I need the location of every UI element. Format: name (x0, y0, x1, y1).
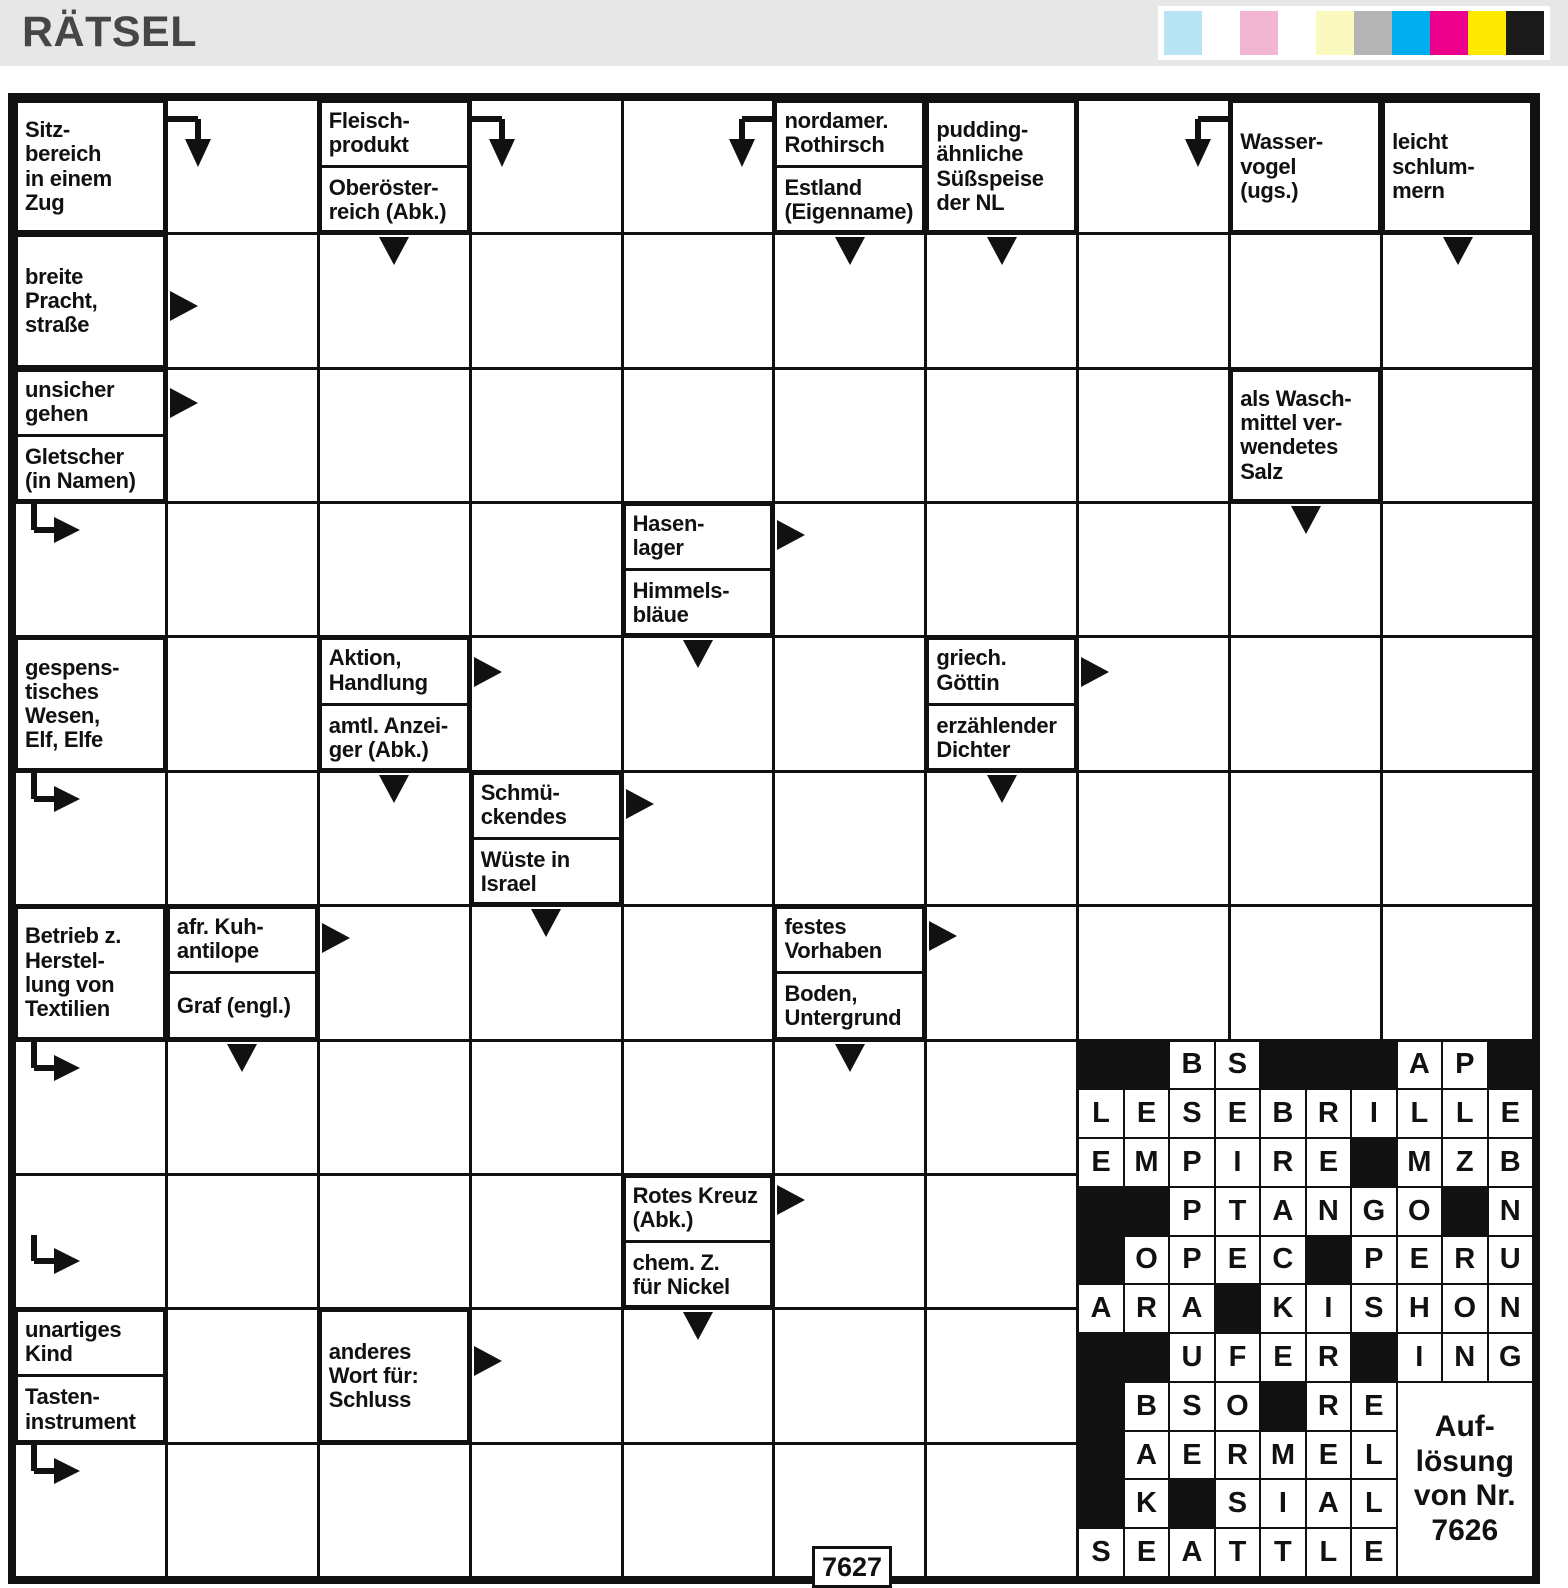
solution-letter-cell: L (1352, 1480, 1395, 1527)
answer-cell-r6c2[interactable] (168, 773, 317, 904)
solution-letter-cell: B (1125, 1383, 1168, 1430)
solution-letter-cell: O (1216, 1383, 1259, 1430)
answer-cell-r8c3[interactable] (320, 1042, 469, 1173)
arrow-right (776, 517, 806, 553)
answer-cell-r6c7[interactable] (927, 773, 1076, 904)
solution-letter-cell: I (1352, 1090, 1395, 1137)
clue-cell-r1c10 (1383, 101, 1532, 232)
solution-letter-cell: S (1170, 1383, 1213, 1430)
answer-cell-r2c10[interactable] (1383, 235, 1532, 366)
answer-cell-r4c1[interactable] (16, 504, 165, 635)
clue-text: Gletscher (in Namen) (25, 443, 136, 493)
answer-cell-r2c5[interactable] (624, 235, 773, 366)
solution-letter-cell: R (1216, 1432, 1259, 1479)
solution-letter-cell: N (1443, 1334, 1486, 1381)
answer-cell-r3c6[interactable] (775, 370, 924, 501)
clue-text: unartiges Kind (16, 1310, 165, 1377)
solution-letter-cell: E (1398, 1237, 1441, 1284)
answer-cell-r7c7[interactable] (927, 907, 1076, 1038)
arrow-down (376, 774, 412, 804)
arrow-down (984, 236, 1020, 266)
solution-letter-cell: B (1170, 1042, 1213, 1089)
solution-letter-cell: E (1216, 1237, 1259, 1284)
solution-letter-cell: P (1170, 1188, 1213, 1235)
arrow-down (832, 236, 868, 266)
clue-text: chem. Z. für Nickel (632, 1250, 730, 1300)
arrow-right (473, 654, 503, 690)
answer-cell-r4c4[interactable] (472, 504, 621, 635)
solution-letter-cell: E (1307, 1139, 1350, 1186)
solution-letter-cell: T (1216, 1188, 1259, 1235)
clue-text: Wasser- vogel (ugs.) (1240, 129, 1323, 203)
solution-black-cell (1079, 1383, 1122, 1430)
answer-cell-r11c2[interactable] (168, 1445, 317, 1576)
solution-black-cell (1079, 1480, 1122, 1527)
clue-text: amtl. Anzei- ger (Abk.) (328, 712, 448, 762)
clue-text: Oberöster- reich (Abk.) (328, 175, 447, 225)
clue-cell-r2c1 (16, 235, 165, 366)
color-swatch-8 (1430, 11, 1468, 55)
answer-cell-r5c5[interactable] (624, 638, 773, 769)
solution-black-cell (1079, 1237, 1122, 1284)
clue-cell-r1c3 (320, 101, 469, 232)
solution-letter-cell: B (1261, 1090, 1304, 1137)
clue-text: Graf (engl.) (176, 993, 291, 1019)
clue-cell-r5c3 (320, 638, 469, 769)
clue-cell-r7c6 (775, 907, 924, 1038)
clue-text: Schmü- ckendes (472, 773, 621, 840)
arrow-down (1440, 236, 1476, 266)
clue-text: Himmels- bläue (632, 578, 730, 628)
answer-cell-r5c6[interactable] (775, 638, 924, 769)
answer-cell-r10c2[interactable] (168, 1310, 317, 1441)
answer-cell-r9c4[interactable] (472, 1176, 621, 1307)
answer-cell-r4c6[interactable] (775, 504, 924, 635)
clue-text: Betrieb z. Herstel- lung von Textilien (25, 923, 122, 1022)
answer-cell-r3c8[interactable] (1079, 370, 1228, 501)
solution-black-cell (1307, 1237, 1350, 1284)
answer-cell-r11c3[interactable] (320, 1445, 469, 1576)
arrow-right (928, 918, 958, 954)
answer-cell-r7c9[interactable] (1231, 907, 1380, 1038)
solution-letter-cell: L (1443, 1090, 1486, 1137)
answer-cell-r10c5[interactable] (624, 1310, 773, 1441)
solution-letter-cell: A (1307, 1480, 1350, 1527)
color-swatch-4 (1278, 11, 1316, 55)
clue-cell-r5c7 (927, 638, 1076, 769)
solution-black-cell (1079, 1432, 1122, 1479)
solution-letter-cell: I (1261, 1480, 1304, 1527)
clue-text: Hasen- lager (624, 504, 773, 571)
answer-cell-r5c4[interactable] (472, 638, 621, 769)
arrow-down (528, 908, 564, 938)
solution-letter-cell: E (1216, 1090, 1259, 1137)
solution-letter-cell: S (1216, 1042, 1259, 1089)
arrow-down (680, 1311, 716, 1341)
answer-cell-r3c4[interactable] (472, 370, 621, 501)
solution-letter-cell: A (1170, 1529, 1213, 1576)
solution-letter-cell: K (1125, 1480, 1168, 1527)
clue-cell-r7c1 (16, 907, 165, 1038)
answer-cell-r11c5[interactable] (624, 1445, 773, 1576)
solution-letter-cell: A (1398, 1042, 1441, 1089)
solution-letter-cell: P (1443, 1042, 1486, 1089)
clue-cell-r7c2 (168, 907, 317, 1038)
answer-cell-r9c6[interactable] (775, 1176, 924, 1307)
answer-cell-r3c5[interactable] (624, 370, 773, 501)
solution-letter-cell: L (1307, 1529, 1350, 1576)
arrow-right (169, 385, 199, 421)
solution-letter-cell: R (1125, 1285, 1168, 1332)
clue-text: breite Pracht, straße (25, 263, 98, 338)
solution-letter-cell: A (1170, 1285, 1213, 1332)
solution-letter-cell: P (1170, 1237, 1213, 1284)
solution-letter-cell: T (1261, 1529, 1304, 1576)
answer-cell-r5c9[interactable] (1231, 638, 1380, 769)
solution-grid (1079, 1042, 1532, 1576)
solution-letter-cell: S (1079, 1529, 1122, 1576)
solution-letter-cell: H (1398, 1285, 1441, 1332)
answer-cell-r2c2[interactable] (168, 235, 317, 366)
clue-text: Tasten- instrument (25, 1384, 136, 1434)
answer-cell-r8c1[interactable] (16, 1042, 165, 1173)
arrow-down (832, 1043, 868, 1073)
answer-cell-r2c7[interactable] (927, 235, 1076, 366)
clue-text: unsicher gehen (16, 370, 165, 437)
solution-letter-cell: S (1216, 1480, 1259, 1527)
color-swatch-1 (1164, 11, 1202, 55)
color-swatch-2 (1202, 11, 1240, 55)
solution-letter-cell: P (1352, 1237, 1395, 1284)
solution-letter-cell: E (1079, 1139, 1122, 1186)
answer-cell-r3c3[interactable] (320, 370, 469, 501)
color-swatch-9 (1468, 11, 1506, 55)
clue-text: als Wasch- mittel ver- wendetes Salz (1240, 386, 1352, 484)
clue-text: Estland (Eigenname) (784, 175, 914, 225)
color-calibration-bar (1158, 6, 1550, 60)
arrow-right (625, 786, 655, 822)
solution-letter-cell: O (1125, 1237, 1168, 1284)
answer-cell-r3c10[interactable] (1383, 370, 1532, 501)
clue-cell-r1c6 (775, 101, 924, 232)
answer-cell-r7c4[interactable] (472, 907, 621, 1038)
solution-letter-cell: B (1489, 1139, 1532, 1186)
solution-black-cell (1170, 1480, 1213, 1527)
solution-letter-cell: E (1352, 1383, 1395, 1430)
clue-cell-r1c1 (16, 101, 165, 232)
solution-letter-cell: F (1216, 1334, 1259, 1381)
clue-cell-r3c1 (16, 370, 165, 501)
arrow-right (1080, 654, 1110, 690)
answer-cell-r9c2[interactable] (168, 1176, 317, 1307)
solution-letter-cell: L (1079, 1090, 1122, 1137)
arrow-down (984, 774, 1020, 804)
solution-letter-cell: M (1398, 1139, 1441, 1186)
answer-cell-r7c3[interactable] (320, 907, 469, 1038)
solution-caption: Auf- lösung von Nr. 7626 (1398, 1383, 1532, 1576)
arrow-right (473, 1343, 503, 1379)
clue-cell-r4c5 (624, 504, 773, 635)
clue-text: anderes Wort für: Schluss (328, 1338, 419, 1413)
solution-letter-cell: L (1352, 1432, 1395, 1479)
solution-letter-cell: A (1125, 1432, 1168, 1479)
answer-cell-r9c1[interactable] (16, 1176, 165, 1307)
clue-cell-r10c1 (16, 1310, 165, 1441)
solution-letter-cell: R (1307, 1383, 1350, 1430)
solution-black-cell (1079, 1188, 1122, 1235)
solution-letter-cell: S (1170, 1090, 1213, 1137)
answer-cell-r9c7[interactable] (927, 1176, 1076, 1307)
answer-cell-r3c2[interactable] (168, 370, 317, 501)
solution-letter-cell: M (1261, 1432, 1304, 1479)
arrow-bend-down-from-left (168, 111, 222, 169)
color-swatch-6 (1354, 11, 1392, 55)
arrow-bend-right (24, 1042, 82, 1096)
answer-cell-r2c3[interactable] (320, 235, 469, 366)
solution-letter-cell: E (1352, 1529, 1395, 1576)
solution-black-cell (1261, 1383, 1304, 1430)
answer-cell-r6c9[interactable] (1231, 773, 1380, 904)
arrow-bend-right (24, 1445, 82, 1499)
solution-letter-cell: I (1398, 1334, 1441, 1381)
solution-letter-cell: R (1261, 1139, 1304, 1186)
solution-letter-cell: R (1307, 1334, 1350, 1381)
clue-text: gespens- tisches Wesen, Elf, Elfe (25, 654, 120, 753)
arrow-down (376, 236, 412, 266)
crossword-grid (8, 93, 1540, 1584)
color-swatch-3 (1240, 11, 1278, 55)
solution-black-cell (1352, 1042, 1395, 1089)
answer-cell-r4c7[interactable] (927, 504, 1076, 635)
answer-cell-r6c5[interactable] (624, 773, 773, 904)
answer-cell-r2c9[interactable] (1231, 235, 1380, 366)
clue-text: Aktion, Handlung (320, 638, 469, 705)
answer-cell-r7c5[interactable] (624, 907, 773, 1038)
solution-letter-cell: E (1125, 1090, 1168, 1137)
answer-cell-r10c6[interactable] (775, 1310, 924, 1441)
solution-letter-cell: I (1216, 1139, 1259, 1186)
clue-text: erzählender Dichter (936, 712, 1057, 762)
solution-letter-cell: Z (1443, 1139, 1486, 1186)
arrow-bend-down-from-left (472, 111, 526, 169)
clue-text: leicht schlum- mern (1392, 129, 1475, 203)
page-header (0, 0, 1568, 66)
solution-black-cell (1261, 1042, 1304, 1089)
answer-cell-r1c8[interactable] (1079, 101, 1228, 232)
arrow-right (321, 920, 351, 956)
arrow-bend-right (24, 1235, 82, 1289)
arrow-down (1288, 505, 1324, 535)
solution-letter-cell: N (1307, 1188, 1350, 1235)
solution-letter-cell: M (1125, 1139, 1168, 1186)
answer-cell-r4c8[interactable] (1079, 504, 1228, 635)
solution-letter-cell: G (1352, 1188, 1395, 1235)
answer-cell-r6c6[interactable] (775, 773, 924, 904)
solution-letter-cell: E (1261, 1334, 1304, 1381)
clue-cell-r5c1 (16, 638, 165, 769)
clue-text: Sitz- bereich in einem Zug (25, 117, 112, 215)
answer-cell-r6c3[interactable] (320, 773, 469, 904)
clue-cell-r1c9 (1231, 101, 1380, 232)
solution-black-cell (1307, 1042, 1350, 1089)
arrow-down (680, 639, 716, 669)
solution-black-cell (1079, 1334, 1122, 1381)
answer-cell-r10c4[interactable] (472, 1310, 621, 1441)
answer-cell-r2c8[interactable] (1079, 235, 1228, 366)
clue-cell-r9c5 (624, 1176, 773, 1307)
solution-letter-cell: E (1170, 1432, 1213, 1479)
solution-letter-cell: I (1307, 1285, 1350, 1332)
clue-text: pudding- ähnliche Süßspeise der NL (936, 117, 1044, 215)
clue-cell-r10c3 (320, 1310, 469, 1441)
solution-letter-cell: E (1125, 1529, 1168, 1576)
solution-black-cell (1443, 1188, 1486, 1235)
clue-text: Fleisch- produkt (320, 101, 469, 168)
clue-cell-r3c9 (1231, 370, 1380, 501)
arrow-bend-down-from-right (1174, 111, 1228, 169)
solution-letter-cell: G (1489, 1334, 1532, 1381)
answer-cell-r7c10[interactable] (1383, 907, 1532, 1038)
solution-black-cell (1125, 1334, 1168, 1381)
answer-cell-r9c3[interactable] (320, 1176, 469, 1307)
puzzle-number-box: 7627 (812, 1546, 892, 1588)
answer-cell-r8c6[interactable] (775, 1042, 924, 1173)
arrow-bend-right (24, 504, 82, 558)
color-swatch-7 (1392, 11, 1430, 55)
solution-letter-cell: U (1170, 1334, 1213, 1381)
arrow-down (224, 1043, 260, 1073)
answer-cell-r8c5[interactable] (624, 1042, 773, 1173)
solution-letter-cell: O (1398, 1188, 1441, 1235)
answer-cell-r4c2[interactable] (168, 504, 317, 635)
solution-letter-cell: A (1079, 1285, 1122, 1332)
arrow-bend-right (24, 773, 82, 827)
answer-cell-r1c5[interactable] (624, 101, 773, 232)
answer-cell-r5c8[interactable] (1079, 638, 1228, 769)
clue-text: griech. Göttin (927, 638, 1076, 705)
answer-cell-r8c7[interactable] (927, 1042, 1076, 1173)
answer-cell-r1c4[interactable] (472, 101, 621, 232)
answer-cell-r5c10[interactable] (1383, 638, 1532, 769)
solution-letter-cell: T (1216, 1529, 1259, 1576)
solution-letter-cell: A (1261, 1188, 1304, 1235)
answer-cell-r4c3[interactable] (320, 504, 469, 635)
answer-cell-r7c8[interactable] (1079, 907, 1228, 1038)
solution-letter-cell: N (1489, 1285, 1532, 1332)
page-title: RÄTSEL (22, 8, 197, 56)
answer-cell-r1c2[interactable] (168, 101, 317, 232)
clue-text: nordamer. Rothirsch (775, 101, 924, 168)
clue-text: afr. Kuh- antilope (168, 907, 317, 974)
solution-letter-cell: U (1489, 1237, 1532, 1284)
answer-cell-r5c2[interactable] (168, 638, 317, 769)
answer-cell-r6c8[interactable] (1079, 773, 1228, 904)
solution-letter-cell: P (1170, 1139, 1213, 1186)
solution-letter-cell: E (1307, 1432, 1350, 1479)
answer-cell-r2c4[interactable] (472, 235, 621, 366)
solution-letter-cell: S (1352, 1285, 1395, 1332)
solution-black-cell (1125, 1188, 1168, 1235)
solution-letter-cell: O (1443, 1285, 1486, 1332)
answer-cell-r6c10[interactable] (1383, 773, 1532, 904)
color-swatch-10 (1506, 11, 1544, 55)
solution-black-cell (1489, 1042, 1532, 1089)
clue-text: Boden, Untergrund (784, 981, 902, 1031)
solution-letter-cell: N (1489, 1188, 1532, 1235)
answer-cell-r8c4[interactable] (472, 1042, 621, 1173)
clue-text: Wüste in Israel (480, 846, 570, 897)
solution-black-cell (1352, 1139, 1395, 1186)
solution-letter-cell: C (1261, 1237, 1304, 1284)
answer-cell-r8c2[interactable] (168, 1042, 317, 1173)
answer-cell-r4c10[interactable] (1383, 504, 1532, 635)
answer-cell-r10c7[interactable] (927, 1310, 1076, 1441)
solution-letter-cell: L (1398, 1090, 1441, 1137)
answer-cell-r11c7[interactable] (927, 1445, 1076, 1576)
solution-letter-cell: E (1489, 1090, 1532, 1137)
solution-letter-cell: K (1261, 1285, 1304, 1332)
color-swatch-5 (1316, 11, 1354, 55)
answer-cell-r11c4[interactable] (472, 1445, 621, 1576)
answer-cell-r4c9[interactable] (1231, 504, 1380, 635)
answer-cell-r6c1[interactable] (16, 773, 165, 904)
solution-black-cell (1216, 1285, 1259, 1332)
arrow-right (776, 1182, 806, 1218)
solution-black-cell (1352, 1334, 1395, 1381)
solution-black-cell (1079, 1042, 1122, 1089)
clue-cell-r1c7 (927, 101, 1076, 232)
clue-cell-r6c4 (472, 773, 621, 904)
answer-cell-r11c1[interactable] (16, 1445, 165, 1576)
solution-black-cell (1125, 1042, 1168, 1089)
clue-text: festes Vorhaben (775, 907, 924, 974)
arrow-right (169, 288, 199, 324)
answer-cell-r3c7[interactable] (927, 370, 1076, 501)
solution-letter-cell: R (1307, 1090, 1350, 1137)
answer-cell-r2c6[interactable] (775, 235, 924, 366)
solution-letter-cell: R (1443, 1237, 1486, 1284)
arrow-bend-down-from-right (718, 111, 772, 169)
clue-text: Rotes Kreuz (Abk.) (624, 1176, 773, 1243)
